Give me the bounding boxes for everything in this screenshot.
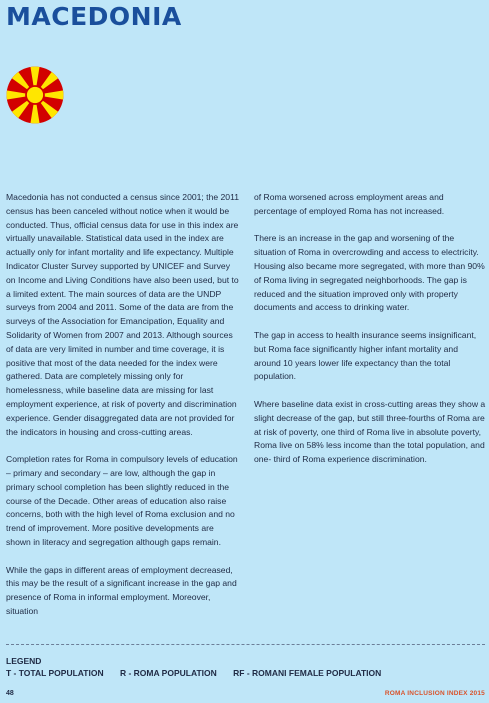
paragraph-cross-cutting: Where baseline data exist in cross-cutting areas they show a slight decrease of the gap, but still three-fourths of Roma are at risk of poverty, one third of Roma live in absolute poverty, Roma live on 58% less income than the total population, and one- third of Roma experience discrimination. <box>254 398 486 465</box>
page-number: 48 <box>6 690 14 697</box>
paragraph-data-sources: Macedonia has not conducted a census since 2001; the 2011 census has been canceled without notice when it would be conducted. Thus, official census data for use in this index are virtually unavailable. Statistical data used in the index are actually only for infant mortality and life expectancy. Multiple Indicator Cluster Survey supported by UNICEF and Survey on Income and Living Conditions have also been used, but to a limited extent. The main sources of data are the UNDP surveys from 2004 and 2011. Some of the data are from the surveys of the Association for Emancipation, Equality and Solidarity of Women from 2007 and 2013. Although sources of data are very limited in number and time coverage, it is positive that most of the data needed for the index were gathered. Data are completely missing only for homelessness, while baseline data are missing for last employment experience, at risk of poverty and discrimination experience. Gender disaggregated data are not provided for the indicators in housing and cross-cutting areas. <box>6 192 239 437</box>
legend-title: LEGEND <box>6 656 42 666</box>
legend <box>6 656 395 678</box>
paragraph-education: Completion rates for Roma in compulsory levels of education – primary and secondary – are low, although the gap in primary school completion has been slightly reduced in the course of the Decade. Other areas of education also raise concerns, both with the high level of Roma exclusion and no trend of improvement. More positive developments are shown in literacy and segregation although gaps remain. <box>6 454 238 547</box>
page-title: MACEDONIA <box>6 2 182 31</box>
legend-items <box>6 668 395 678</box>
paragraph-health: The gap in access to health insurance seems insignificant, but Roma face significantly higher infant mortality and around 10 years lower life expectancy than the total population. <box>254 329 477 382</box>
right-column <box>254 191 486 481</box>
legend-item-roma: R - ROMA POPULATION <box>119 668 217 678</box>
paragraph-housing: There is an increase in the gap and worsening of the situation of Roma in overcrowding and access to electricity. Housing also became more segregated, with more than 90% of Roma living in segregated neighborhoods. The gap is reduced and the situation improved only with property documents and access to drinking water. <box>254 233 485 313</box>
paragraph-employment-cont: of Roma worsened across employment areas and percentage of employed Roma has not increased. <box>254 192 445 216</box>
left-column <box>6 191 240 633</box>
footer-divider <box>6 644 485 645</box>
paragraph-employment: While the gaps in different areas of employment decreased, this may be the result of a significant increase in the gap and presence of Roma in informal employment. Moreover, situation <box>6 564 237 616</box>
legend-item-total: T - TOTAL POPULATION <box>6 668 104 678</box>
report-name: ROMA INCLUSION INDEX 2015 <box>384 690 485 697</box>
macedonia-flag-icon <box>6 66 64 124</box>
legend-item-romani-female: RF - ROMANI FEMALE POPULATION <box>233 668 382 678</box>
